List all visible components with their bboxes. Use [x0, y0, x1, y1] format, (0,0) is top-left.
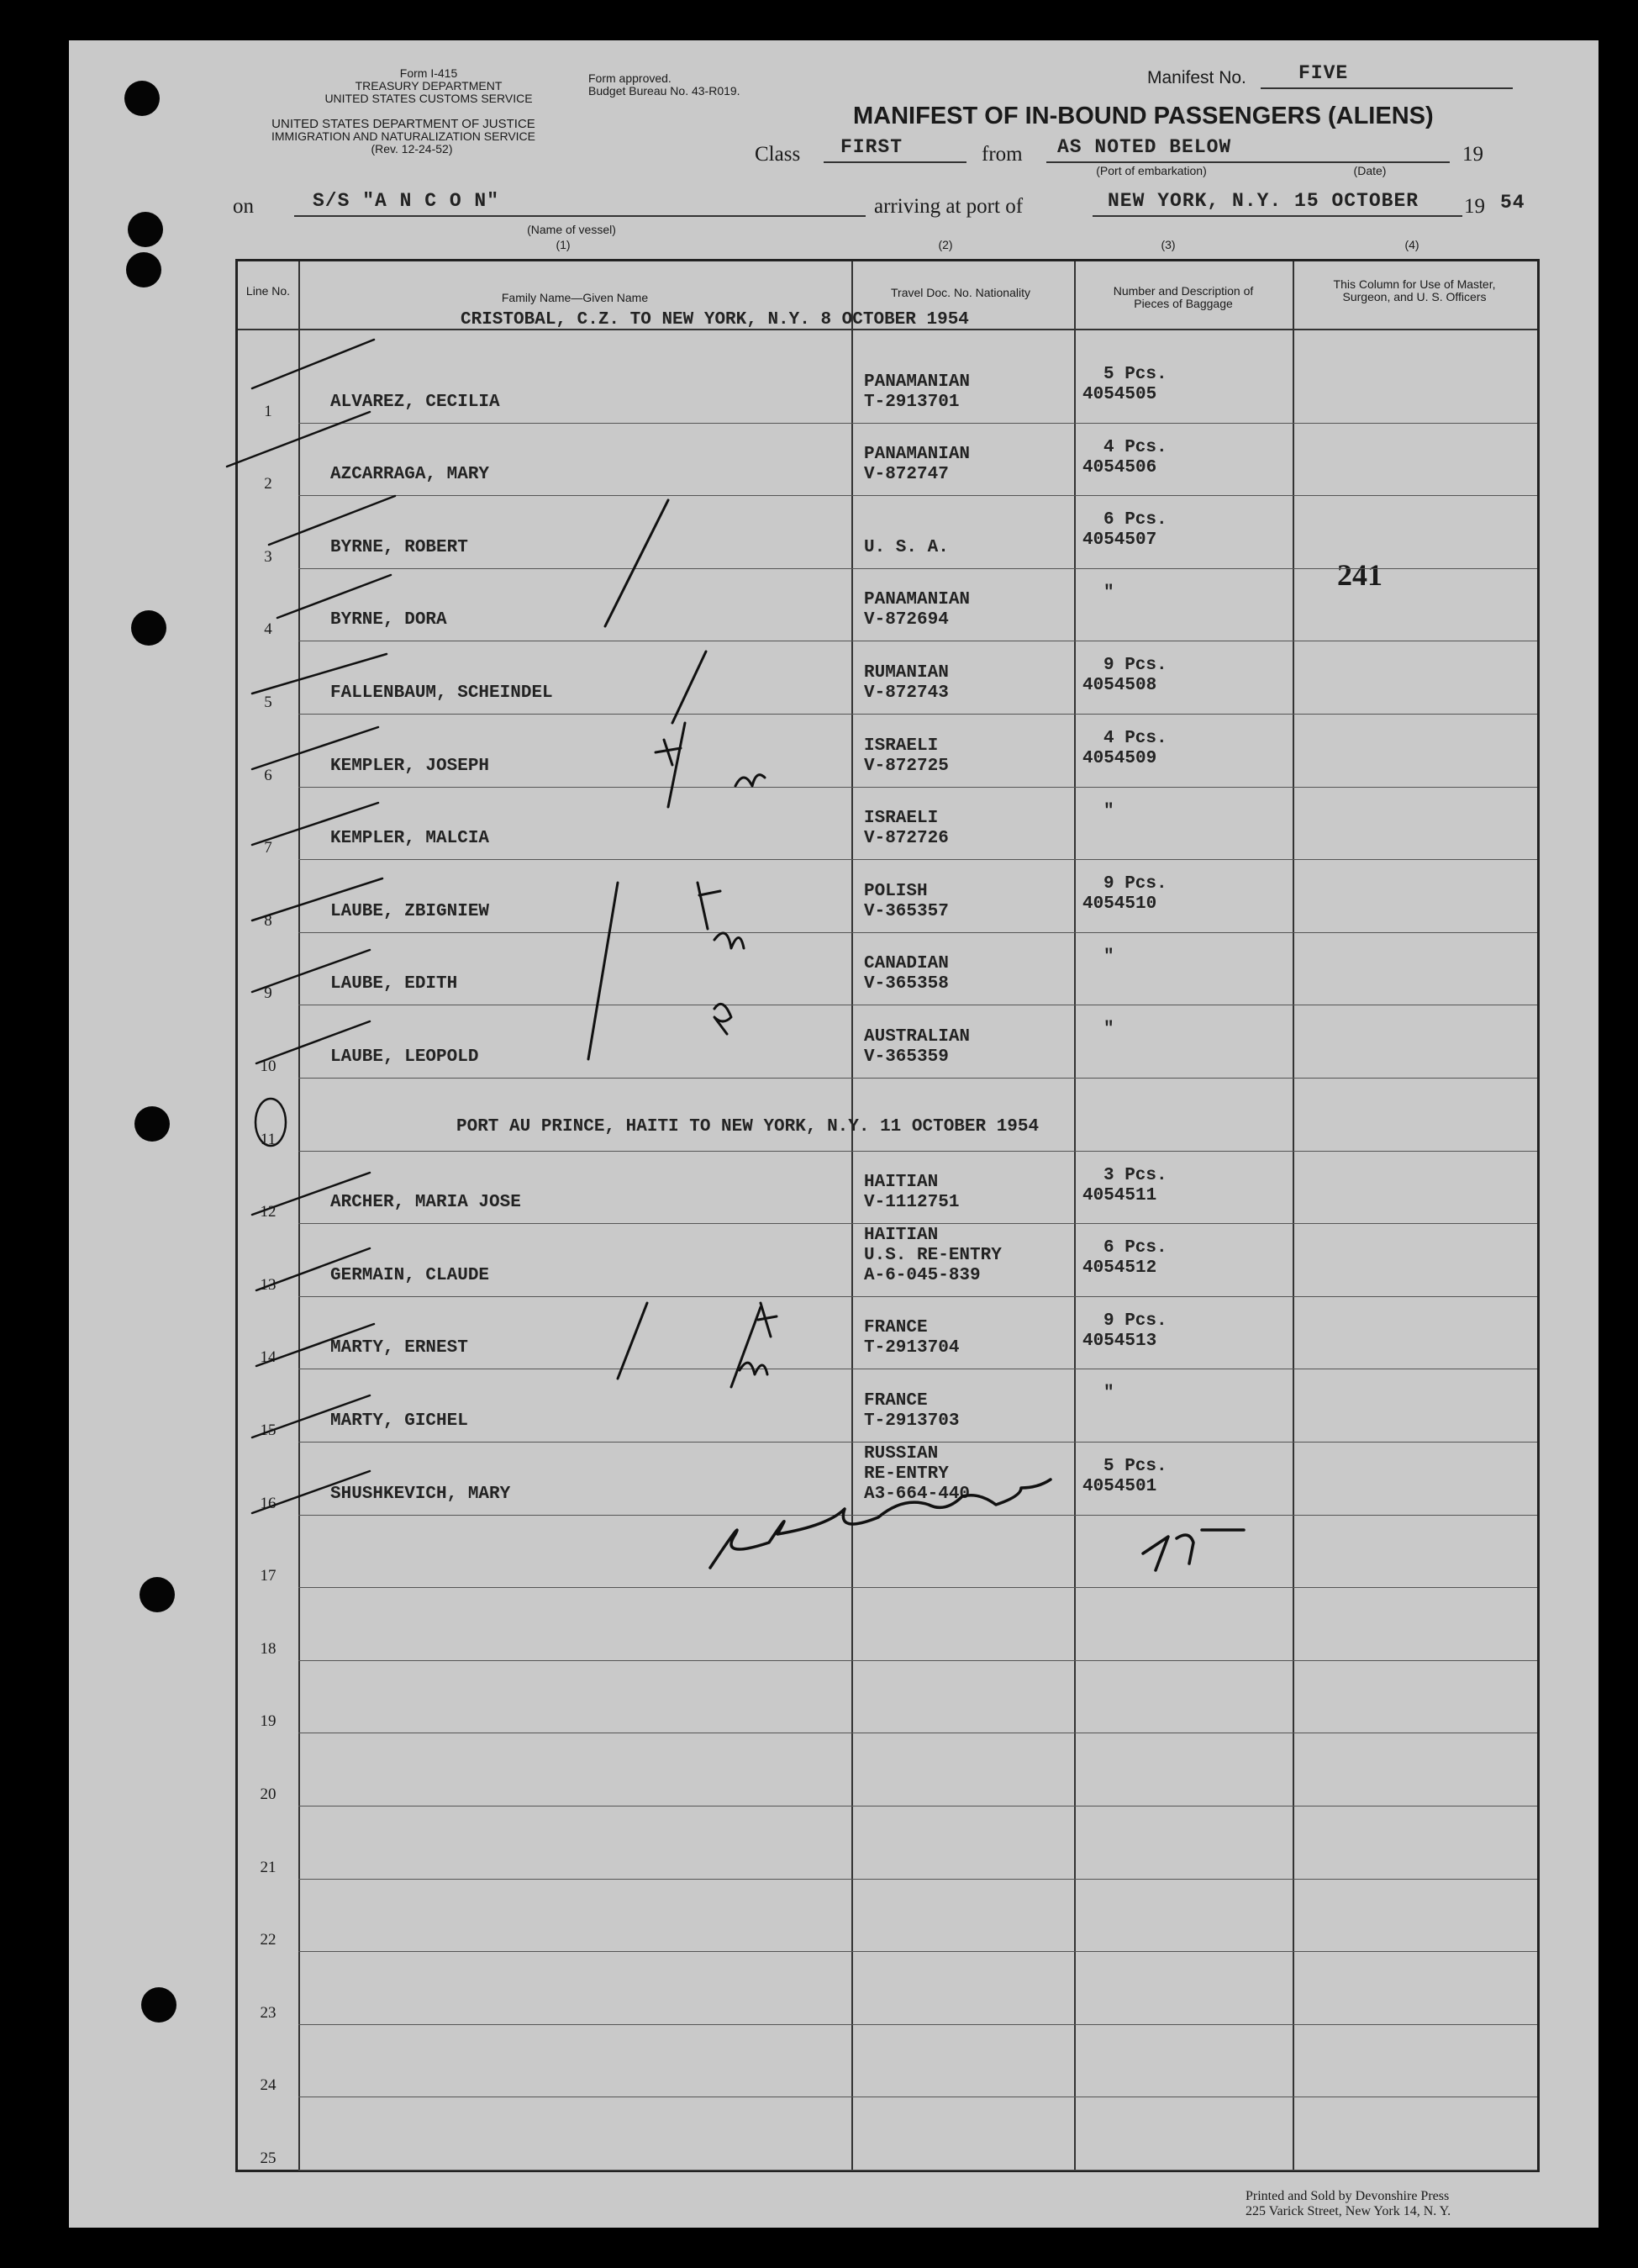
travel-doc-line: PANAMANIAN: [864, 590, 971, 610]
line-number: 20: [260, 1785, 277, 1803]
col-divider: [1293, 261, 1294, 2170]
passenger-name: BYRNE, ROBERT: [330, 537, 468, 557]
line-number: 19: [260, 1712, 277, 1731]
row-rule: [298, 1879, 1537, 1880]
arriving-label: arriving at port of: [874, 195, 1024, 218]
baggage-line: 5 Pcs.: [1103, 1457, 1167, 1476]
baggage-line: ": [1103, 947, 1114, 967]
baggage-line: 4054509: [1082, 749, 1157, 768]
on-label: on: [233, 195, 254, 218]
arrival-year-suffix: 54: [1500, 192, 1525, 214]
col-divider: [298, 261, 300, 2170]
line-number: 5: [264, 694, 272, 711]
row-rule: [298, 859, 1537, 860]
binder-hole: [124, 81, 160, 116]
section-header: CRISTOBAL, C.Z. TO NEW YORK, N.Y. 8 OCTOBER 1954: [461, 310, 969, 330]
printer-line-1: Printed and Sold by Devonshire Press: [1246, 2189, 1450, 2203]
col-header-baggage: Number and Description of Pieces of Baggage: [1113, 284, 1254, 310]
passenger-name: KEMPLER, MALCIA: [330, 829, 490, 849]
travel-doc-line: T-2913704: [864, 1338, 960, 1358]
baggage-line: 4054510: [1082, 894, 1157, 915]
line-number: 18: [260, 1639, 277, 1658]
justice-department: UNITED STATES DEPARTMENT OF JUSTICE: [271, 117, 535, 131]
binder-hole: [131, 610, 166, 646]
col-divider: [851, 261, 853, 2170]
binder-hole: [128, 212, 163, 247]
line-number: 8: [264, 911, 272, 930]
travel-doc-line: A3-664-440: [864, 1484, 971, 1504]
travel-doc-line: RE-ENTRY: [864, 1464, 949, 1484]
baggage-line: ": [1103, 1020, 1114, 1040]
binder-hole: [141, 1987, 176, 2023]
travel-doc-line: U.S. RE-ENTRY: [864, 1245, 1002, 1265]
passenger-name: SHUSHKEVICH, MARY: [330, 1484, 511, 1504]
travel-doc-line: T-2913703: [864, 1411, 960, 1431]
passenger-name: LAUBE, ZBIGNIEW: [330, 901, 490, 921]
travel-doc-line: V-872725: [864, 756, 949, 776]
embarkation-underline: [1046, 161, 1450, 163]
travel-doc-line: V-365359: [864, 1047, 949, 1067]
row-rule: [298, 1223, 1537, 1224]
line-number: 2: [264, 475, 272, 493]
form-number: Form I-415: [399, 66, 458, 80]
row-rule: [298, 495, 1537, 496]
line-number: 23: [260, 2003, 277, 2022]
vessel-caption: (Name of vessel): [527, 223, 616, 236]
baggage-line: 4054505: [1082, 385, 1157, 404]
travel-doc-line: RUMANIAN: [864, 663, 949, 683]
baggage-line: 4054506: [1082, 457, 1157, 477]
col-num-1: (1): [556, 238, 571, 251]
travel-doc-line: PANAMANIAN: [864, 445, 971, 465]
binder-hole: [134, 1106, 170, 1142]
passenger-name: ALVAREZ, CECILIA: [330, 392, 500, 412]
passenger-name: MARTY, ERNEST: [330, 1338, 468, 1358]
printer-line-2: 225 Varick Street, New York 14, N. Y.: [1246, 2204, 1451, 2218]
treasury-department: TREASURY DEPARTMENT: [355, 79, 503, 92]
line-number: 4: [264, 620, 272, 639]
travel-doc-line: ISRAELI: [864, 736, 939, 756]
travel-doc-line: FRANCE: [864, 1318, 928, 1338]
col-num-2: (2): [938, 238, 953, 251]
vessel-name: S/S "A N C O N": [313, 190, 500, 212]
line-number: 25: [260, 2149, 277, 2167]
baggage-line: 5 Pcs.: [1103, 365, 1167, 384]
line-number: 22: [260, 1931, 277, 1949]
col-header-name: Family Name—Given Name: [501, 291, 649, 304]
col-num-4: (4): [1404, 238, 1419, 251]
travel-doc-line: T-2913701: [864, 392, 960, 412]
col-num-3: (3): [1161, 238, 1176, 251]
class-value: FIRST: [840, 136, 903, 158]
form-approved: Form approved.: [588, 71, 672, 85]
passenger-name: BYRNE, DORA: [330, 610, 447, 630]
row-rule: [298, 1515, 1537, 1516]
date-caption: (Date): [1353, 164, 1387, 177]
travel-doc-line: POLISH: [864, 881, 928, 901]
travel-doc-line: V-365357: [864, 901, 949, 921]
line-number: 1: [264, 402, 272, 420]
row-rule: [298, 1078, 1537, 1079]
travel-doc-line: HAITIAN: [864, 1225, 939, 1245]
embarkation-caption: (Port of embarkation): [1096, 164, 1207, 177]
line-number: 17: [260, 1567, 277, 1585]
passenger-name: GERMAIN, CLAUDE: [330, 1265, 490, 1285]
passenger-name: LAUBE, EDITH: [330, 974, 458, 994]
embarkation-value: AS NOTED BELOW: [1057, 136, 1232, 158]
baggage-line: 4054508: [1082, 676, 1157, 696]
baggage-line: 9 Pcs.: [1103, 874, 1167, 894]
baggage-line: 4054513: [1082, 1331, 1157, 1351]
row-rule: [298, 568, 1537, 569]
arrival-value: NEW YORK, N.Y. 15 OCTOBER: [1108, 190, 1419, 212]
passenger-name: AZCARRAGA, MARY: [330, 465, 490, 485]
travel-doc-line: V-872743: [864, 683, 949, 703]
col-header-travel: Travel Doc. No. Nationality: [891, 286, 1030, 299]
line-number: 16: [260, 1494, 277, 1512]
line-number: 12: [260, 1203, 277, 1221]
travel-doc-line: ISRAELI: [864, 809, 939, 829]
row-rule: [298, 1587, 1537, 1588]
line-number: 6: [264, 766, 272, 784]
binder-hole: [140, 1577, 175, 1612]
line-number: 11: [260, 1130, 277, 1148]
baggage-line: 6 Pcs.: [1103, 510, 1167, 530]
col-header-officers: This Column for Use of Master, Surgeon, and U. S. Officers: [1333, 277, 1496, 303]
class-underline: [824, 161, 966, 163]
form-revision: (Rev. 12-24-52): [371, 142, 453, 156]
travel-doc-line: AUSTRALIAN: [864, 1027, 971, 1047]
passenger-name: FALLENBAUM, SCHEINDEL: [330, 683, 553, 703]
row-rule: [298, 932, 1537, 933]
travel-doc-line: CANADIAN: [864, 954, 949, 974]
travel-doc-line: HAITIAN: [864, 1173, 939, 1193]
line-number: 15: [260, 1421, 277, 1439]
arrival-underline: [1093, 215, 1462, 217]
row-rule: [298, 714, 1537, 715]
baggage-line: ": [1103, 583, 1114, 603]
row-rule: [298, 787, 1537, 788]
line-number: 3: [264, 547, 272, 566]
vessel-underline: [294, 215, 866, 217]
customs-service: UNITED STATES CUSTOMS SERVICE: [324, 92, 533, 105]
travel-doc-line: V-872694: [864, 610, 949, 630]
line-number: 7: [264, 839, 272, 857]
baggage-line: 4 Pcs.: [1103, 729, 1167, 748]
manifest-no-value: FIVE: [1298, 62, 1349, 84]
line-number: 13: [260, 1275, 277, 1294]
travel-doc-line: V-365358: [864, 974, 949, 994]
baggage-line: 3 Pcs.: [1103, 1165, 1167, 1185]
row-rule: [298, 1296, 1537, 1297]
manifest-no-label: Manifest No.: [1147, 68, 1246, 87]
ins-service: IMMIGRATION AND NATURALIZATION SERVICE: [271, 129, 535, 143]
col-header-line: Line No.: [245, 284, 291, 298]
baggage-line: 4 Pcs.: [1103, 437, 1167, 457]
section-header: PORT AU PRINCE, HAITI TO NEW YORK, N.Y. 11 OCTOBER 1954: [456, 1117, 1040, 1137]
travel-doc-line: U. S. A.: [864, 537, 949, 557]
budget-bureau: Budget Bureau No. 43-R019.: [588, 84, 740, 98]
manifest-title: MANIFEST OF IN-BOUND PASSENGERS (ALIENS): [853, 103, 1434, 129]
passenger-name: KEMPLER, JOSEPH: [330, 756, 490, 776]
arrival-year-prefix: 19: [1464, 195, 1485, 218]
class-label: Class: [755, 143, 801, 166]
travel-doc-line: A-6-045-839: [864, 1265, 981, 1285]
travel-doc-line: PANAMANIAN: [864, 372, 971, 392]
row-rule: [298, 2024, 1537, 2025]
col-divider: [1074, 261, 1076, 2170]
passenger-name: LAUBE, LEOPOLD: [330, 1047, 479, 1067]
line-number: 24: [260, 2076, 277, 2095]
row-rule: [298, 423, 1537, 424]
passenger-name: MARTY, GICHEL: [330, 1411, 468, 1431]
passenger-table: [235, 259, 1540, 2172]
line-number: 14: [260, 1348, 277, 1367]
baggage-line: 4054512: [1082, 1258, 1157, 1279]
row-rule: [298, 1151, 1537, 1152]
row-rule: [298, 1951, 1537, 1952]
from-label: from: [982, 143, 1023, 166]
baggage-line: 6 Pcs.: [1103, 1238, 1167, 1258]
line-number: 10: [260, 1058, 277, 1075]
travel-doc-line: FRANCE: [864, 1391, 928, 1411]
line-number: 21: [260, 1858, 277, 1876]
baggage-line: 4054507: [1082, 530, 1157, 551]
row-rule: [298, 1660, 1537, 1661]
officer-note: 241: [1337, 558, 1383, 592]
baggage-line: 9 Pcs.: [1103, 656, 1167, 676]
year-prefix: 19: [1462, 143, 1483, 166]
baggage-line: ": [1103, 1384, 1114, 1404]
travel-doc-line: V-872747: [864, 465, 949, 485]
line-number: 9: [264, 984, 272, 1003]
baggage-line: ": [1103, 801, 1114, 821]
manifest-no-underline: [1261, 87, 1513, 89]
travel-doc-line: V-872726: [864, 829, 949, 849]
baggage-line: 9 Pcs.: [1103, 1311, 1167, 1331]
row-rule: [298, 1442, 1537, 1443]
travel-doc-line: RUSSIAN: [864, 1443, 939, 1464]
passenger-name: ARCHER, MARIA JOSE: [330, 1193, 521, 1213]
baggage-line: 4054511: [1082, 1185, 1157, 1205]
binder-hole: [126, 252, 161, 287]
travel-doc-line: V-1112751: [864, 1193, 960, 1213]
baggage-line: 4054501: [1082, 1477, 1157, 1496]
